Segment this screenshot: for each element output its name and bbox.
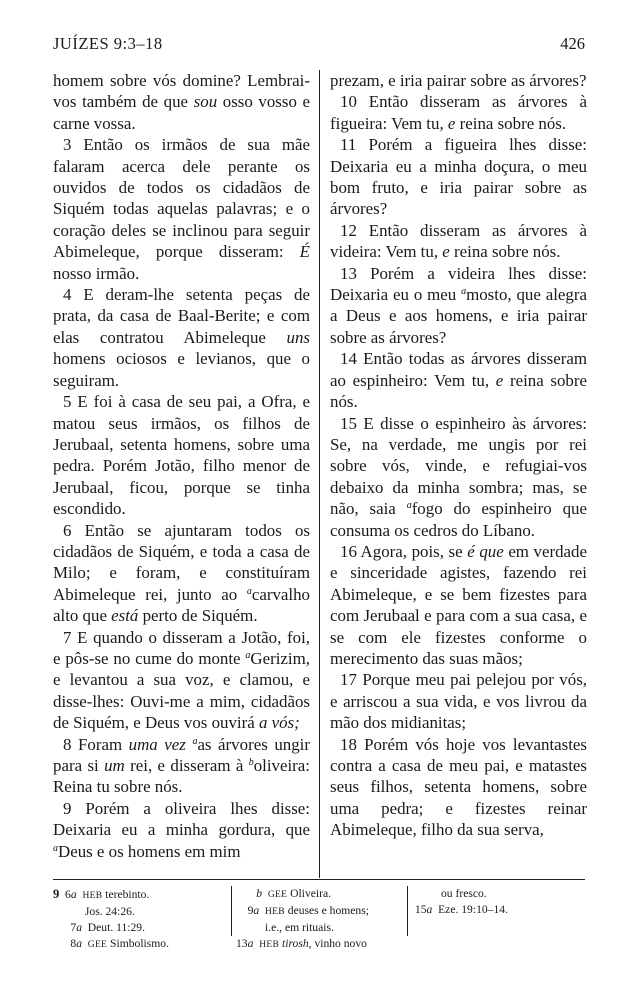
footnote-line: 15a Eze. 19:10–14.: [412, 903, 508, 916]
page-number: 426: [560, 34, 585, 53]
verse-paragraph: 18 Porém vós hoje vos levantastes contra a casa de meu pai, e matastes seus filhos, setenta homens, sobre uma pedra; e fizestes reinar Abimeleque, filho da sua serva,: [330, 734, 587, 840]
verse-paragraph: 5 E foi à casa de seu pai, a Ofra, e matou seus irmãos, os filhos de Jerubaal, setenta homens, sobre uma pedra. Porém Jotão, filho menor de Jerubaal, ficou, porque se tinha escondido.: [53, 392, 310, 519]
verse-paragraph: 13 Porém a videira lhes disse: Deixaria eu o meu $^a$mosto, que alegra a Deus e aos homens, e iria pairar sobre as árvores?: [330, 263, 587, 347]
continued-paragraph: prezam, e iria pairar sobre as árvores?: [330, 71, 587, 90]
footnote-rule: [53, 879, 585, 880]
continued-paragraph: homem sobre vós domine? Lembrai-vos também de que sou osso vosso e carne vossa.: [53, 71, 311, 133]
footnotes-column-1: [53, 886, 228, 953]
verse-paragraph: 4 E deram-lhe setenta peças de prata, da casa de Baal-Berite; e com elas contratou Abimeleque uns homens ociosos e levianos, que o seguiram.: [53, 285, 310, 390]
verse-paragraph: 9 Porém a oliveira lhes disse: Deixaria eu a minha gordura, que $^a$Deus e os homens em mim: [53, 798, 310, 861]
verse-paragraph: 10 Então disseram as árvores à figueira: Vem tu, e reina sobre nós.: [330, 92, 587, 133]
footnote-line: 13a HEB tirosh, vinho novo: [236, 937, 367, 950]
verse-paragraph: 3 Então os irmãos de sua mãe falaram acerca dele perante os ouvidos de todos os cidadãos de Siquém todas aquelas palavras; e o coração deles se inclinou para seguir Abimeleque, porque disseram: É nosso irmão.: [53, 135, 310, 283]
footnote-line: ou fresco.: [412, 887, 487, 900]
footnote-line: i.e., em rituais.: [236, 921, 334, 934]
verse-paragraph: 14 Então todas as árvores disseram ao espinheiro: Vem tu, e reina sobre nós.: [330, 349, 587, 412]
verse-paragraph: 17 Porque meu pai pelejou por vós, e arriscou a sua vida, e vos livrou da mão dos midianitas;: [330, 670, 587, 733]
footnote-line: 9a HEB deuses e homens;: [236, 904, 369, 917]
footnotes-column-3: [412, 886, 587, 918]
verse-paragraph: 12 Então disseram as árvores à videira: Vem tu, e reina sobre nós.: [330, 220, 587, 262]
verse-paragraph: 7 E quando o disseram a Jotão, foi, e pôs-se no cume do monte $^a$Gerizim, e levantou a sua voz, e clamou, e disse-lhes: Ouvi-me a mim, cidadãos de Siquém, e Deus vos ouvirá a vós;: [53, 627, 310, 733]
footnote-line: 9 6a HEB terebinto.: [53, 887, 150, 901]
verse-paragraph: 8 Foram uma vez $^a$as árvores ungir para si um rei, e disseram à $^b$oliveira: Reina tu sobre nós.: [53, 734, 310, 797]
footnote-line: 8a GEE Simbolismo.: [53, 937, 170, 950]
verse-paragraph: 6 Então se ajuntaram todos os cidadãos de Siquém, e toda a casa de Milo; e foram, e constituíram Abimeleque rei, junto ao $^a$carvalho alto que está perto de Siquém.: [53, 520, 310, 626]
footnote-divider: [407, 886, 408, 936]
column-divider: [319, 70, 320, 878]
footnote-line: Jos. 24:26.: [53, 905, 135, 918]
text-column-right: [330, 70, 587, 841]
footnote-divider: [231, 886, 232, 936]
verse-paragraph: 16 Agora, pois, se é que em verdade e sinceridade agistes, fazendo rei Abimeleque, e se bem fizestes para com Jerubaal e para com a sua casa, e se com ele fizestes conforme o merecimento das suas mãos;: [330, 541, 587, 668]
verse-paragraph: 15 E disse o espinheiro às árvores: Se, na verdade, me ungis por rei sobre vós, vinde, e refugiai-vos debaixo da minha sombra; mas, se não, saia $^a$fogo do espinheiro que consuma os cedros do Líbano.: [330, 413, 587, 540]
footnotes-column-2: [236, 886, 408, 953]
page-header: [53, 34, 585, 58]
verse-paragraph: 11 Porém a figueira lhes disse: Deixaria eu a minha doçura, o meu bom fruto, e iria pairar sobre as árvores?: [330, 135, 587, 219]
text-column-left: [53, 70, 310, 862]
running-head: JUÍZES 9:3–18: [53, 34, 163, 53]
footnote-line: b GEE Oliveira.: [256, 887, 332, 900]
footnote-line: 7a Deut. 11:29.: [53, 921, 145, 934]
